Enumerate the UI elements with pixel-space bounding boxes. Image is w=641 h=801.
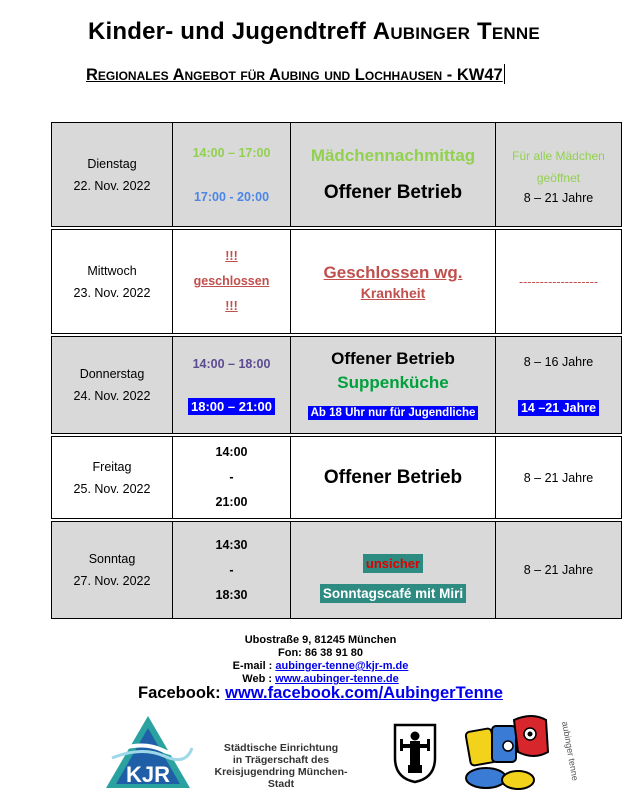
- table-row: [52, 123, 622, 227]
- closed-label: geschlossen: [193, 274, 270, 288]
- day-name: Donnerstag: [79, 367, 145, 381]
- day-cell: [52, 337, 173, 434]
- program-title: Sonntagscafé mit Miri: [320, 584, 466, 603]
- table-row: [52, 522, 622, 619]
- program-title: Offener Betrieb: [331, 349, 455, 368]
- day-cell: [52, 437, 173, 519]
- title-prefix: Kinder- und Jugendtreff: [88, 18, 373, 45]
- program-title: Suppenküche: [337, 373, 449, 392]
- audience-note: Für alle Mädchen geöffnet: [512, 148, 605, 185]
- audience-dashes: -------------------: [518, 274, 599, 289]
- time-end: 21:00: [215, 495, 248, 509]
- day-cell: [52, 123, 173, 227]
- program-cell: [291, 123, 496, 227]
- subtitle-text: Regionales Angebot für Aubing und Lochhausen - KW47: [86, 66, 503, 84]
- audience-age: 8 – 16 Jahre: [523, 355, 594, 369]
- audience-age: 8 – 21 Jahre: [523, 470, 594, 485]
- email-line: [0, 660, 641, 673]
- web-link[interactable]: www.aubinger-tenne.de: [275, 673, 399, 685]
- audience-age: 14 –21 Jahre: [518, 400, 599, 416]
- org-line: Kreisjugendring München-Stadt: [214, 766, 348, 790]
- day-date: 24. Nov. 2022: [73, 389, 151, 403]
- org-line: in Trägerschaft des: [232, 754, 330, 766]
- kjr-logo-text: KJR: [125, 762, 171, 787]
- audience-cell: [496, 437, 622, 519]
- audience-cell: [496, 337, 622, 434]
- email-link[interactable]: aubinger-tenne@kjr-m.de: [275, 660, 409, 672]
- program-note: Ab 18 Uhr nur für Jugendliche: [308, 406, 479, 420]
- time-separator: -: [229, 562, 234, 577]
- org-line: Städtische Einrichtung: [223, 742, 339, 754]
- day-name: Freitag: [92, 459, 132, 474]
- day-cell: [52, 522, 173, 619]
- program-title: Offener Betrieb: [323, 181, 463, 203]
- time-cell: [173, 522, 291, 619]
- program-cell: [291, 337, 496, 434]
- page-subtitle: [86, 64, 505, 85]
- table-row: [52, 230, 622, 334]
- time-cell: [173, 230, 291, 334]
- closed-mark: !!!: [225, 299, 238, 313]
- audience-cell: [496, 522, 622, 619]
- closed-mark: !!!: [225, 249, 238, 263]
- day-name: Mittwoch: [87, 263, 137, 278]
- facebook-label: Facebook:: [138, 684, 226, 702]
- day-date: 27. Nov. 2022: [73, 574, 151, 588]
- email-label: E-mail :: [232, 660, 276, 672]
- program-title: Mädchennachmittag: [310, 145, 476, 165]
- day-date: 22. Nov. 2022: [73, 178, 151, 193]
- day-date: 23. Nov. 2022: [73, 285, 151, 300]
- kjr-logo: [102, 712, 194, 792]
- time-start: 14:30: [215, 537, 248, 552]
- audience-age: 8 – 21 Jahre: [523, 563, 594, 577]
- phone: Fon: 86 38 91 80: [278, 647, 363, 659]
- day-cell: [52, 230, 173, 334]
- time-start: 14:00: [215, 445, 248, 459]
- program-subtitle: Krankheit: [360, 284, 426, 301]
- program-cell: [291, 437, 496, 519]
- time-cell: [173, 337, 291, 434]
- time-slot: 14:00 – 18:00: [192, 356, 271, 371]
- organization-text: [206, 742, 356, 790]
- mascot-logo-text: aubinger tenne: [560, 720, 581, 782]
- web-label: Web :: [242, 673, 276, 685]
- table-row: [52, 437, 622, 519]
- program-cell: [291, 522, 496, 619]
- munich-crest-icon: [392, 722, 438, 784]
- time-cell: [173, 123, 291, 227]
- audience-cell: [496, 230, 622, 334]
- time-slot: 18:00 – 21:00: [188, 398, 275, 415]
- page-title: [88, 18, 540, 46]
- time-cell: [173, 437, 291, 519]
- audience-age: 8 – 21 Jahre: [523, 190, 594, 205]
- time-end: 18:30: [215, 587, 248, 602]
- program-cell: [291, 230, 496, 334]
- program-title: Geschlossen wg.: [323, 262, 463, 282]
- program-title: Offener Betrieb: [323, 466, 463, 488]
- contact-block: [0, 634, 641, 686]
- facebook-line: [0, 684, 641, 703]
- table-row: [52, 337, 622, 434]
- aubinger-tenne-mascot-logo: [462, 712, 581, 798]
- time-slot: 17:00 - 20:00: [193, 189, 270, 204]
- title-brand: Aubinger Tenne: [372, 18, 540, 45]
- day-name: Dienstag: [87, 156, 137, 171]
- day-date: 25. Nov. 2022: [73, 481, 151, 496]
- time-slot: 14:00 – 17:00: [192, 145, 271, 160]
- time-separator: -: [229, 470, 234, 484]
- facebook-link[interactable]: www.facebook.com/AubingerTenne: [225, 684, 503, 702]
- program-status: unsicher: [363, 554, 423, 573]
- audience-cell: [496, 123, 622, 227]
- address: Ubostraße 9, 81245 München: [244, 634, 397, 646]
- schedule-table: [51, 122, 622, 619]
- text-cursor: [504, 64, 505, 84]
- day-name: Sonntag: [88, 552, 136, 566]
